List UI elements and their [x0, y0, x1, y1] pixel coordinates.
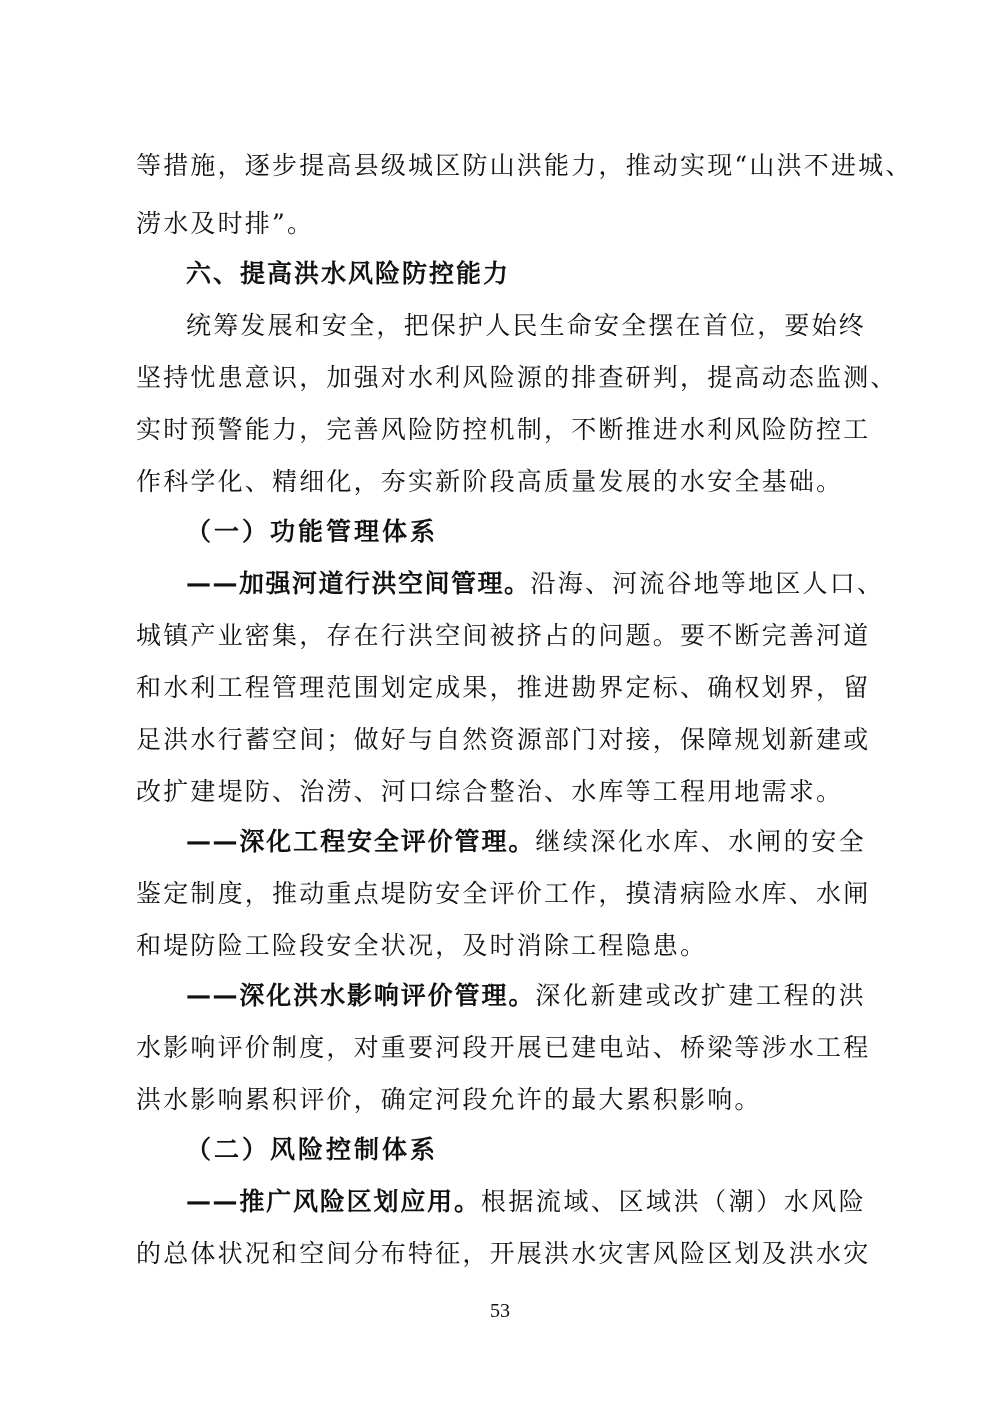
body-text-line: 改扩建堤防、治涝、河口综合整治、水库等工程用地需求。: [136, 777, 844, 806]
body-text-line: 水影响评价制度，对重要河段开展已建电站、桥梁等涉水工程: [136, 1033, 871, 1062]
paragraph-text: 继续深化水库、水闸的安全: [535, 827, 866, 856]
paragraph-lead: ——加强河道行洪空间管理。: [186, 569, 531, 598]
paragraph-first-line: [186, 826, 866, 858]
paragraph-lead: ——推广风险区划应用。: [186, 1187, 481, 1216]
subsection-heading: （一）功能管理体系: [186, 517, 439, 546]
paragraph-first-line: [186, 568, 885, 600]
body-text-line: 统筹发展和安全，把保护人民生命安全摆在首位，要始终: [186, 311, 867, 340]
body-text-line: 等措施，逐步提高县级城区防山洪能力，推动实现“山洪不进城、: [136, 151, 913, 180]
body-text-line: 鉴定制度，推动重点堤防安全评价工作，摸清病险水库、水闸: [136, 879, 871, 908]
paragraph-lead: ——深化工程安全评价管理。: [186, 827, 536, 856]
subsection-heading: （二）风险控制体系: [186, 1135, 439, 1164]
paragraph-lead: ——深化洪水影响评价管理。: [186, 981, 536, 1010]
paragraph-first-line: [186, 1186, 866, 1218]
body-text-line: 实时预警能力，完善风险防控机制，不断推进水利风险防控工: [136, 415, 871, 444]
page-number: 53: [490, 1300, 510, 1322]
body-text-line: 和堤防险工险段安全状况，及时消除工程隐患。: [136, 931, 708, 960]
body-text-line: 城镇产业密集，存在行洪空间被挤占的问题。要不断完善河道: [136, 621, 871, 650]
paragraph-text: 根据流域、区域洪（潮）水风险: [480, 1187, 866, 1216]
paragraph-first-line: [186, 980, 866, 1012]
body-text-line: 的总体状况和空间分布特征，开展洪水灾害风险区划及洪水灾: [136, 1239, 871, 1268]
paragraph-text: 沿海、河流谷地等地区人口、: [530, 569, 885, 598]
body-text-line: 足洪水行蓄空间；做好与自然资源部门对接，保障规划新建或: [136, 725, 871, 754]
body-text-line: 作科学化、精细化，夯实新阶段高质量发展的水安全基础。: [136, 467, 844, 496]
body-text-line: 洪水影响累积评价，确定河段允许的最大累积影响。: [136, 1085, 762, 1114]
body-text-line: 坚持忧患意识，加强对水利风险源的排查研判，提高动态监测、: [136, 363, 898, 392]
body-text-line: 涝水及时排”。: [136, 209, 315, 238]
body-text-line: 和水利工程管理范围划定成果，推进勘界定标、确权划界，留: [136, 673, 871, 702]
section-heading: 六、提高洪水风险防控能力: [186, 259, 511, 288]
paragraph-text: 深化新建或改扩建工程的洪: [535, 981, 866, 1010]
